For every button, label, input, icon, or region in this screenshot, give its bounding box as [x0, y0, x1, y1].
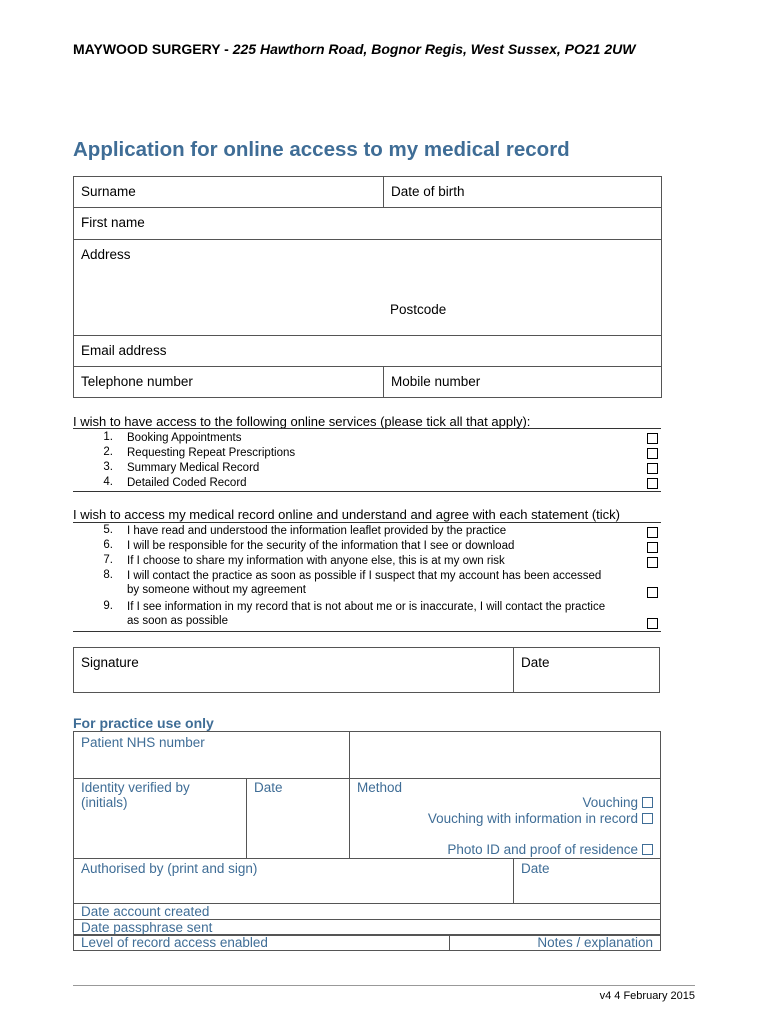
method-label: Method	[357, 780, 403, 795]
statement-checkbox[interactable]	[647, 557, 658, 568]
signature-date-label: Date	[521, 655, 550, 670]
photo-id-option[interactable]: Photo ID and proof of residence	[428, 842, 653, 858]
date-account-created-field[interactable]	[74, 904, 661, 920]
mobile-field[interactable]	[384, 367, 662, 398]
statement-checkbox[interactable]	[647, 587, 658, 598]
service-checkbox[interactable]	[647, 433, 658, 444]
practice-address: 225 Hawthorn Road, Bognor Regis, West Sussex, PO21 2UW	[232, 41, 636, 57]
vouching-info-option[interactable]: Vouching with information in record	[428, 811, 653, 827]
service-label: Summary Medical Record	[127, 462, 260, 474]
telephone-label: Telephone number	[81, 374, 193, 389]
email-label: Email address	[81, 343, 167, 358]
signature-table	[73, 647, 660, 693]
service-label: Detailed Coded Record	[127, 477, 247, 489]
statement-label: If I choose to share my information with anyone else, this is at my own risk	[127, 555, 505, 567]
signature-label: Signature	[81, 655, 139, 670]
services-lead: I wish to have access to the following online services (please tick all that apply):	[73, 414, 531, 429]
nhs-number-label: Patient NHS number	[81, 735, 205, 750]
authorised-date-label: Date	[521, 861, 550, 876]
address-label: Address	[81, 247, 131, 262]
authorised-by-field[interactable]	[74, 859, 514, 904]
date-account-created-label: Date account created	[81, 904, 210, 919]
first-name-label: First name	[81, 215, 145, 230]
service-checkbox[interactable]	[647, 478, 658, 489]
authorised-date-field[interactable]	[514, 859, 661, 904]
statement-checkbox[interactable]	[647, 527, 658, 538]
service-item: 2. Requesting Repeat Prescriptions	[73, 446, 661, 461]
service-checkbox[interactable]	[647, 463, 658, 474]
statement-item: 5. I have read and understood the information leaflet provided by the practice	[73, 524, 661, 539]
service-item: 1. Booking Appointments	[73, 431, 661, 446]
service-label: Booking Appointments	[127, 432, 242, 444]
service-label: Requesting Repeat Prescriptions	[127, 447, 296, 459]
first-name-field[interactable]	[74, 208, 662, 240]
statement-label: I have read and understood the information leaflet provided by the practice	[127, 525, 507, 537]
version-footer: v4 4 February 2015	[599, 990, 695, 1002]
identity-date-field[interactable]	[247, 779, 350, 859]
statement-label: I will contact the practice as soon as possible if I suspect that my account has been accessed by someone without my agreement	[127, 570, 602, 596]
service-item: 3. Summary Medical Record	[73, 461, 661, 476]
practice-use-table	[73, 731, 661, 859]
authorisation-table	[73, 858, 661, 936]
authorised-by-label: Authorised by (print and sign)	[81, 861, 258, 876]
vouching-checkbox[interactable]	[642, 797, 653, 808]
page-title: Application for online access to my medical record	[73, 138, 570, 161]
statement-label: If I see information in my record that is not about me or is inaccurate, I will contact the practice as soon as possible	[127, 601, 606, 627]
method-field	[350, 779, 661, 859]
statement-checkbox[interactable]	[647, 542, 658, 553]
identity-verified-field[interactable]	[74, 779, 247, 859]
services-list	[73, 428, 661, 492]
signature-field[interactable]	[74, 648, 514, 693]
signature-date-field[interactable]	[514, 648, 660, 693]
email-field[interactable]	[74, 336, 662, 367]
statements-lead: I wish to access my medical record online and understand and agree with each statement (tick)	[73, 507, 620, 522]
practice-name: MAYWOOD SURGERY -	[73, 41, 233, 57]
surname-label: Surname	[81, 184, 136, 199]
statement-item: 8. I will contact the practice as soon as possible if I suspect that my account has been accessed by someone without my agreement	[73, 569, 661, 600]
statement-label: I will be responsible for the security of the information that I see or download	[127, 540, 515, 552]
vouching-option[interactable]: Vouching	[428, 795, 653, 811]
date-of-birth-field[interactable]	[384, 177, 662, 208]
photo-id-checkbox[interactable]	[642, 844, 653, 855]
date-passphrase-sent-label: Date passphrase sent	[81, 920, 213, 935]
service-checkbox[interactable]	[647, 448, 658, 459]
notes-label: Notes / explanation	[537, 935, 653, 950]
vouching-info-checkbox[interactable]	[642, 813, 653, 824]
service-item: 4. Detailed Coded Record	[73, 476, 661, 491]
mobile-label: Mobile number	[391, 374, 481, 389]
surname-field[interactable]	[74, 177, 384, 208]
nhs-number-field[interactable]	[74, 732, 350, 779]
date-of-birth-label: Date of birth	[391, 184, 465, 199]
personal-details-table	[73, 176, 662, 398]
statement-item: 9. If I see information in my record that is not about me or is inaccurate, I will contact the practice as soon as possible	[73, 600, 661, 631]
practice-header	[73, 41, 635, 57]
statement-item: 6. I will be responsible for the security of the information that I see or download	[73, 539, 661, 554]
statement-item: 7. If I choose to share my information with anyone else, this is at my own risk	[73, 554, 661, 569]
postcode-label: Postcode	[390, 302, 447, 317]
identity-date-label: Date	[254, 780, 283, 795]
notes-field[interactable]	[450, 935, 661, 951]
telephone-field[interactable]	[74, 367, 384, 398]
nhs-number-value[interactable]	[350, 732, 661, 779]
statements-list	[73, 522, 661, 632]
level-of-access-label: Level of record access enabled	[81, 935, 268, 950]
footer-divider	[73, 985, 695, 986]
access-level-table	[73, 934, 661, 951]
statement-checkbox[interactable]	[647, 618, 658, 629]
practice-use-heading: For practice use only	[73, 715, 214, 731]
address-field[interactable]	[74, 240, 662, 336]
level-of-access-field[interactable]	[74, 935, 450, 951]
identity-verified-label: Identity verified by (initials)	[81, 780, 190, 810]
